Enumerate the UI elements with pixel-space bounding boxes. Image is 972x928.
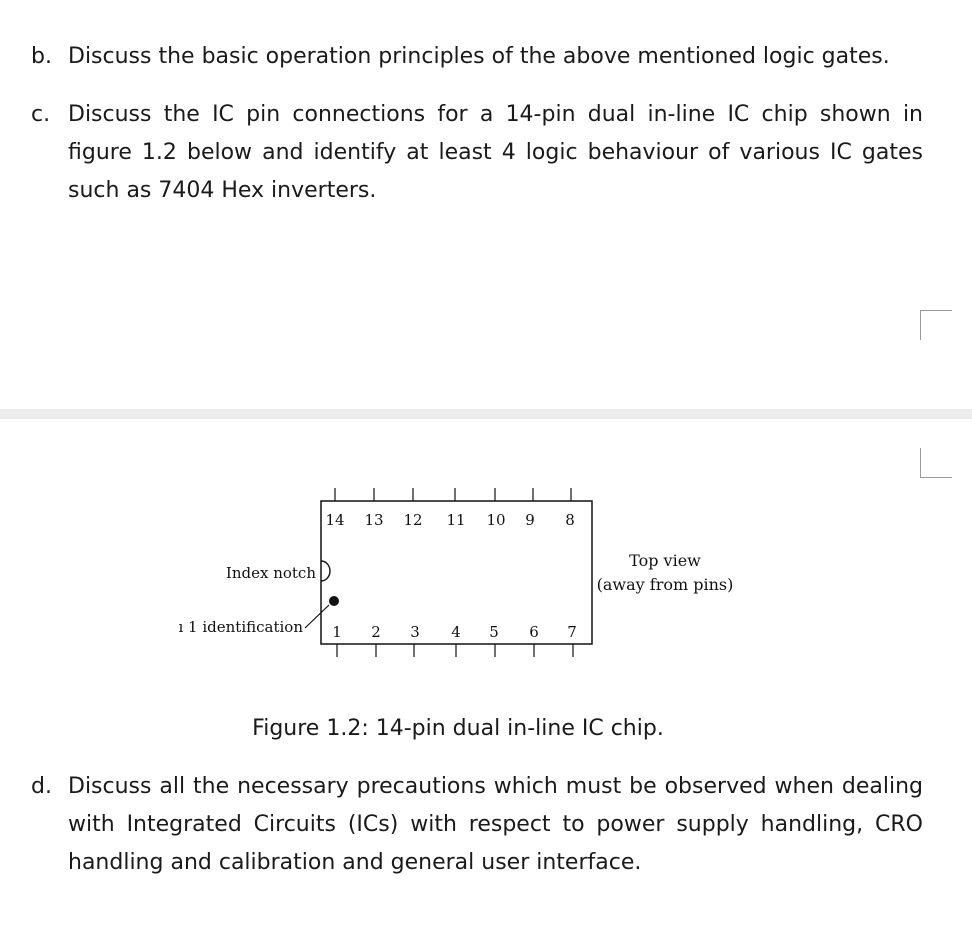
view-label-line2: (away from pins) xyxy=(596,575,734,594)
pin1-dot xyxy=(329,596,339,606)
top-pin-label: 11 xyxy=(446,511,466,529)
top-pin-label: 8 xyxy=(565,511,575,529)
crop-mark-top xyxy=(920,310,952,340)
index-notch-label: Index notch xyxy=(225,564,316,582)
question-c-marker: c. xyxy=(31,102,51,127)
bottom-pin-leads xyxy=(337,644,573,657)
crop-mark-bottom xyxy=(920,448,952,478)
bottom-pin-label: 3 xyxy=(410,623,420,641)
bottom-pin-label: 6 xyxy=(529,623,539,641)
pin1-identification-label: ı 1 identification xyxy=(178,618,303,636)
question-d-marker: d. xyxy=(31,774,52,799)
figure-caption: Figure 1.2: 14-pin dual in-line IC chip. xyxy=(252,716,664,741)
question-c-text: Discuss the IC pin connections for a 14-pin dual in-line IC chip shown in figure 1.2 below and identify at least 4 logic behaviour of various IC gates such as 7404 Hex inverters. xyxy=(68,102,923,203)
top-pin-label: 14 xyxy=(325,511,345,529)
bottom-pin-label: 5 xyxy=(489,623,499,641)
bottom-pin-label: 7 xyxy=(567,623,577,641)
top-pin-label: 13 xyxy=(364,511,384,529)
top-pin-label: 9 xyxy=(525,511,535,529)
ic-chip-diagram xyxy=(0,480,972,670)
index-notch xyxy=(321,561,330,581)
page-separator xyxy=(0,409,972,419)
question-b-text: Discuss the basic operation principles of the above mentioned logic gates. xyxy=(68,44,890,69)
bottom-pin-label: 4 xyxy=(451,623,461,641)
view-label-line1: Top view xyxy=(629,551,701,570)
top-pin-label: 12 xyxy=(403,511,423,529)
pin1-pointer xyxy=(305,605,329,628)
top-pin-label: 10 xyxy=(486,511,506,529)
question-b-marker: b. xyxy=(31,44,52,69)
top-pin-leads xyxy=(335,488,571,501)
question-d-text: Discuss all the necessary precautions which must be observed when dealing with Integrated Circuits (ICs) with respect to power supply handling, CRO handling and calibration and general user interface. xyxy=(68,774,923,875)
bottom-pin-label: 1 xyxy=(332,623,342,641)
bottom-pin-label: 2 xyxy=(371,623,381,641)
